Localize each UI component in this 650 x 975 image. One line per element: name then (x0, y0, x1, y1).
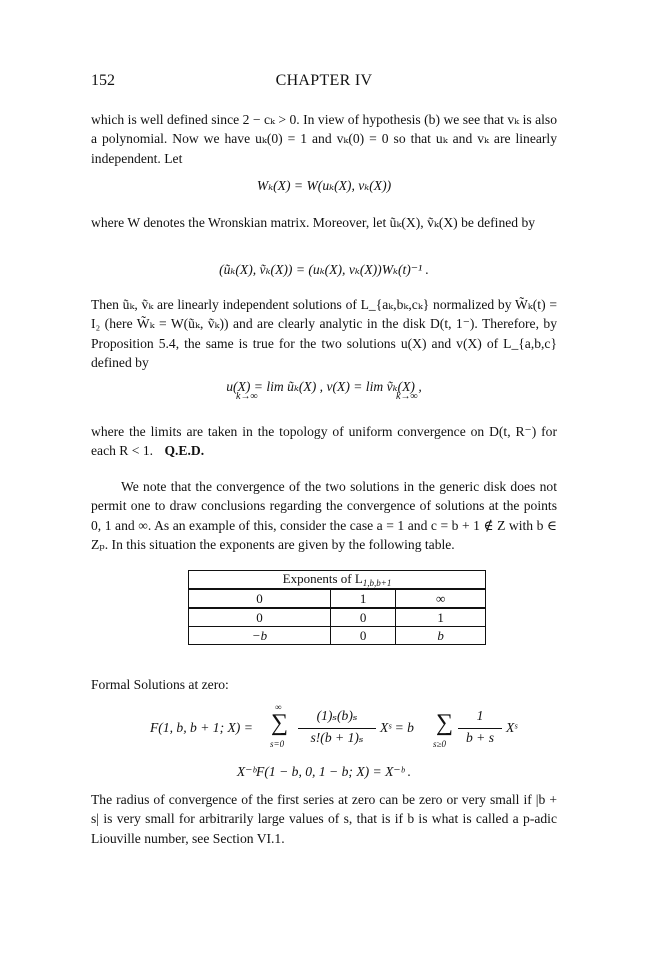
fraction2-denominator: b + s (465, 730, 495, 745)
equation-wronskian: Wₖ(X) = W(uₖ(X), vₖ(X)) (256, 178, 392, 193)
sum-lower: s=0 (270, 739, 285, 749)
point-0: 0 (189, 589, 331, 608)
chapter-title: CHAPTER IV (275, 72, 373, 89)
series-middle: Xˢ = b (380, 720, 414, 735)
table-points-row (189, 589, 486, 608)
fraction2-bar (458, 728, 502, 729)
sum-symbol-2: ∑ (436, 710, 454, 736)
table-cell: 0 (330, 627, 395, 645)
sum-symbol: ∑ (271, 710, 289, 736)
equation-limits-text: u(X) = lim ũₖ(X) , v(X) = lim ṽₖ(X) , (226, 379, 422, 394)
point-1: 1 (330, 589, 395, 608)
fraction-bar (298, 728, 376, 729)
page-number: 152 (91, 72, 115, 89)
paragraph-4 (91, 422, 557, 461)
limit-subscripts (91, 391, 557, 407)
fraction-numerator: (1)ₛ(b)ₛ (316, 708, 358, 723)
sum-lower-2: s≥0 (433, 739, 446, 749)
sum-upper: ∞ (275, 702, 282, 712)
exponents-table (188, 570, 486, 645)
table-title-subscript: 1,b,b+1 (362, 578, 392, 588)
table-cell: −b (189, 627, 331, 645)
paragraph-2: where W denotes the Wronskian matrix. Moreover, let ũₖ(X), ṽₖ(X) be defined by (91, 215, 536, 230)
paragraph-1: which is well defined since 2 − cₖ > 0. In view of hypothesis (b) we see that vₖ is also a polynomial. Now we have uₖ(0) = 1 and vₖ(0) = 0 so that uₖ and vₖ are linearly independent. Let (91, 112, 557, 166)
series-lhs: F(1, b, b + 1; X) = (150, 720, 253, 735)
table-title-row (189, 571, 486, 590)
table-title-text: Exponents of L (282, 571, 363, 586)
series-end: Xˢ (506, 720, 518, 735)
table-cell: 0 (189, 608, 331, 627)
paragraph-6: Formal Solutions at zero: (91, 677, 229, 692)
table-title (189, 571, 486, 590)
paragraph-3: Then ũₖ, ṽₖ are linearly independent solutions of L_{aₖ,bₖ,cₖ} normalized by W̃ₖ(t) = I₂ (here W̃ₖ = W(ũₖ, ṽₖ)) and are clearly analytic in the disk D(t, 1⁻). Therefore, by Proposition 5.4, the same is true for the two solutions u(X) and v(X) of L_{a,b,c} defined by (91, 297, 557, 370)
table-cell: b (396, 627, 486, 645)
equation-second-solution: X⁻ᵇF(1 − b, 0, 1 − b; X) = X⁻ᵇ . (236, 764, 412, 779)
qed-mark: Q.E.D. (164, 443, 205, 459)
equation-normalized: (ũₖ(X), ṽₖ(X)) = (uₖ(X), vₖ(X))Wₖ(t)⁻¹ . (219, 262, 429, 277)
paragraph-5: We note that the convergence of the two solutions in the generic disk does not permit one to draw conclusions regarding the convergence of solutions at the points 0, 1 and ∞. As an example of this, consider the case a = 1 and c = b + 1 ∉ Z with b ∈ Zₚ. In this situation the exponents are given by the following table. (91, 479, 557, 552)
fraction2-numerator: 1 (476, 708, 484, 723)
table-cell: 1 (396, 608, 486, 627)
table-row (189, 608, 486, 627)
limit-subscript-u: k→∞ (236, 391, 258, 402)
point-infinity: ∞ (396, 589, 486, 608)
paragraph-4-text: where the limits are taken in the topology of uniform convergence on D(t, R⁻) for each R < 1. (91, 424, 557, 459)
table-cell: 0 (330, 608, 395, 627)
equation-limits (91, 379, 557, 407)
paragraph-7: The radius of convergence of the first series at zero can be zero or very small if |b + s| is very small for arbitrarily large values of s, that is if b is what is called a p-adic Liouville number, see Section VI.1. (91, 792, 557, 846)
fraction-denominator: s!(b + 1)ₛ (310, 730, 364, 745)
page-header (91, 72, 557, 92)
table-row (189, 627, 486, 645)
equation-series (150, 700, 550, 755)
limit-subscript-v: k→∞ (396, 391, 418, 402)
